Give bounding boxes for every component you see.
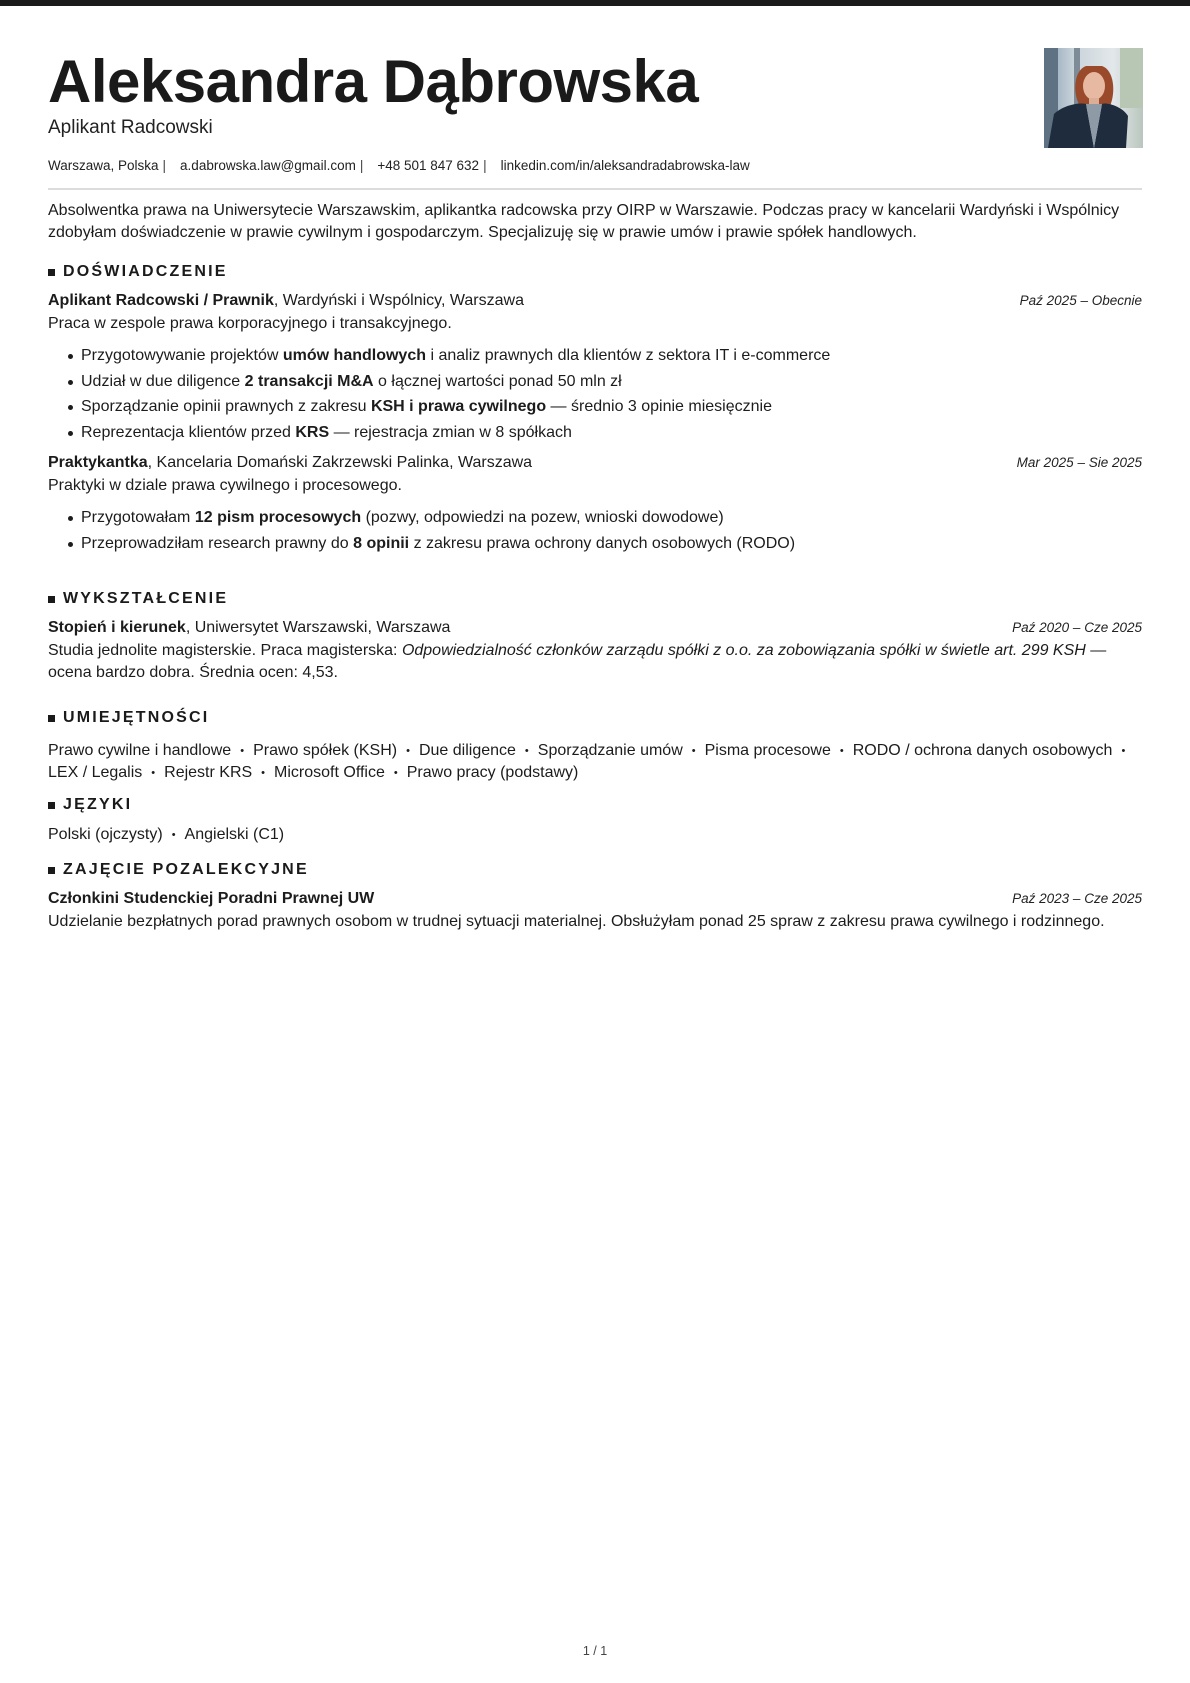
entry-title	[48, 289, 524, 313]
entry-date: Paź 2020 – Cze 2025	[1012, 620, 1142, 635]
section-education	[48, 589, 1142, 684]
entry-header	[48, 289, 1142, 313]
section-heading-text: DOŚWIADCZENIE	[63, 263, 228, 280]
thesis-title: Odpowiedzialność członków zarządu spółki z o.o. za zobowiązania spółki w świetle art. 299 KSH	[401, 642, 1086, 659]
entry-header	[48, 451, 1142, 475]
skill-item: RODO / ochrona danych osobowych	[852, 742, 1113, 759]
experience-entry	[48, 289, 1142, 445]
skill-item: Pisma procesowe	[704, 742, 831, 759]
skill-item: Sporządzanie umów	[537, 742, 683, 759]
list-item: Udział w due diligence 2 transakcji M&A o łącznej wartości ponad 50 mln zł	[81, 369, 1142, 395]
entry-date: Mar 2025 – Sie 2025	[1016, 455, 1142, 470]
section-experience	[48, 262, 1142, 556]
contact-phone[interactable]: +48 501 847 632	[377, 158, 480, 173]
skill-item: LEX / Legalis	[48, 764, 143, 781]
skill-item: Prawo spółek (KSH)	[253, 742, 398, 759]
person-portrait-icon	[1044, 48, 1143, 148]
achievement-list	[48, 505, 1142, 556]
job-org: , Kancelaria Domański Zakrzewski Palinka, Warszawa	[147, 454, 533, 471]
profile-summary: Absolwentka prawa na Uniwersytecie Warszawskim, aplikantka radcowska przy OIRP w Warszawie. Podczas pracy w kancelarii Wardyński i Wspólnicy zdobyłam doświadczenie w prawie cywilnym i gospodarczym. Specjalizuję się w prawie umów i prawie spółek handlowych.	[48, 202, 1120, 241]
section-heading-text: UMIEJĘTNOŚCI	[63, 709, 210, 726]
square-bullet-icon	[48, 802, 55, 809]
list-item: Sporządzanie opinii prawnych z zakresu KSH i prawa cywilnego — średnio 3 opinie miesięcznie	[81, 394, 1142, 420]
entry-description: Praca w zespole prawa korporacyjnego i transakcyjnego.	[48, 315, 452, 332]
achievement-list	[48, 343, 1142, 445]
skill-item: Rejestr KRS	[164, 764, 253, 781]
page-indicator: 1 / 1	[582, 1644, 608, 1658]
entry-title	[48, 451, 532, 475]
square-bullet-icon	[48, 269, 55, 276]
section-languages	[48, 795, 1142, 846]
activity-role: Członkini Studenckiej Poradni Prawnej UW	[48, 890, 375, 907]
top-bar	[0, 0, 1190, 6]
skill-item: Prawo pracy (podstawy)	[406, 764, 579, 781]
list-item: Reprezentacja klientów przed KRS — rejestracja zmian w 8 spółkach	[81, 420, 1142, 446]
skills-list: Prawo cywilne i handlowe • Prawo spółek (KSH) • Due diligence • Sporządzanie umów • Pisma procesowe • RODO / ochrona danych osobowych •LEX / Legalis • Rejestr KRS • Microsoft Office • Prawo pracy (podstawy)	[48, 742, 1126, 781]
list-item: Przygotowywanie projektów umów handlowych i analiz prawnych dla klientów z sektora IT i e-commerce	[81, 343, 1142, 369]
section-extracurricular	[48, 860, 1142, 933]
skill-item: Prawo cywilne i handlowe	[48, 742, 232, 759]
contact-linkedin[interactable]: linkedin.com/in/aleksandradabrowska-law	[500, 158, 750, 173]
section-skills	[48, 708, 1142, 784]
profile-photo	[1044, 48, 1143, 148]
square-bullet-icon	[48, 596, 55, 603]
education-entry	[48, 616, 1142, 684]
entry-description: Praktyki w dziale prawa cywilnego i procesowego.	[48, 477, 402, 494]
contact-line	[48, 157, 750, 175]
contact-email[interactable]: a.dabrowska.law@gmail.com	[180, 158, 356, 173]
language-item: Polski (ojczysty)	[48, 826, 163, 843]
entry-title	[48, 616, 450, 640]
contact-location: Warszawa, Polska	[48, 158, 159, 173]
contact-separator: |	[483, 158, 487, 173]
section-heading-text: ZAJĘCIE POZALEKCYJNE	[63, 861, 309, 878]
extracurricular-entry	[48, 887, 1142, 933]
entry-description: Udzielanie bezpłatnych porad prawnych osobom w trudnej sytuacji materialnej. Obsłużyłam ponad 25 spraw z zakresu prawa cywilnego i rodzinnego.	[48, 913, 1105, 930]
candidate-headline: Aplikant Radcowski	[48, 117, 213, 138]
list-item: Przygotowałam 12 pism procesowych (pozwy, odpowiedzi na pozew, wnioski dowodowe)	[81, 505, 1142, 531]
section-heading	[48, 860, 1142, 880]
job-org: , Wardyński i Wspólnicy, Warszawa	[273, 292, 524, 309]
entry-header	[48, 616, 1142, 640]
candidate-name: Aleksandra Dąbrowska	[48, 48, 699, 115]
skill-item: Microsoft Office	[274, 764, 385, 781]
skill-item: Due diligence	[418, 742, 516, 759]
languages-list: Polski (ojczysty) • Angielski (C1)	[48, 826, 285, 843]
contact-separator: |	[359, 158, 364, 173]
language-item: Angielski (C1)	[184, 826, 285, 843]
entry-header	[48, 887, 1142, 911]
list-item: Przeprowadziłam research prawny do 8 opinii z zakresu prawa ochrony danych osobowych (RODO)	[81, 531, 1142, 557]
school: , Uniwersytet Warszawski, Warszawa	[185, 619, 451, 636]
square-bullet-icon	[48, 715, 55, 722]
job-role: Aplikant Radcowski / Prawnik	[48, 292, 274, 309]
job-role: Praktykantka	[48, 454, 148, 471]
entry-description: Studia jednolite magisterskie. Praca magisterska: Odpowiedzialność członków zarządu spółki z o.o. za zobowiązania spółki w świetle art. 299 KSH — ocena bardzo dobra. Średnia ocen: 4,53.	[48, 642, 1107, 681]
section-heading	[48, 262, 1142, 282]
section-heading	[48, 589, 1142, 609]
header-divider	[48, 188, 1142, 190]
contact-separator: |	[162, 158, 167, 173]
degree: Stopień i kierunek	[48, 619, 186, 636]
section-heading	[48, 708, 1142, 728]
experience-entry	[48, 451, 1142, 556]
entry-date: Paź 2025 – Obecnie	[1019, 293, 1142, 308]
section-heading-text: JĘZYKI	[63, 796, 133, 813]
section-heading-text: WYKSZTAŁCENIE	[63, 590, 229, 607]
section-heading	[48, 795, 1142, 815]
square-bullet-icon	[48, 867, 55, 874]
entry-date: Paź 2023 – Cze 2025	[1012, 891, 1142, 906]
